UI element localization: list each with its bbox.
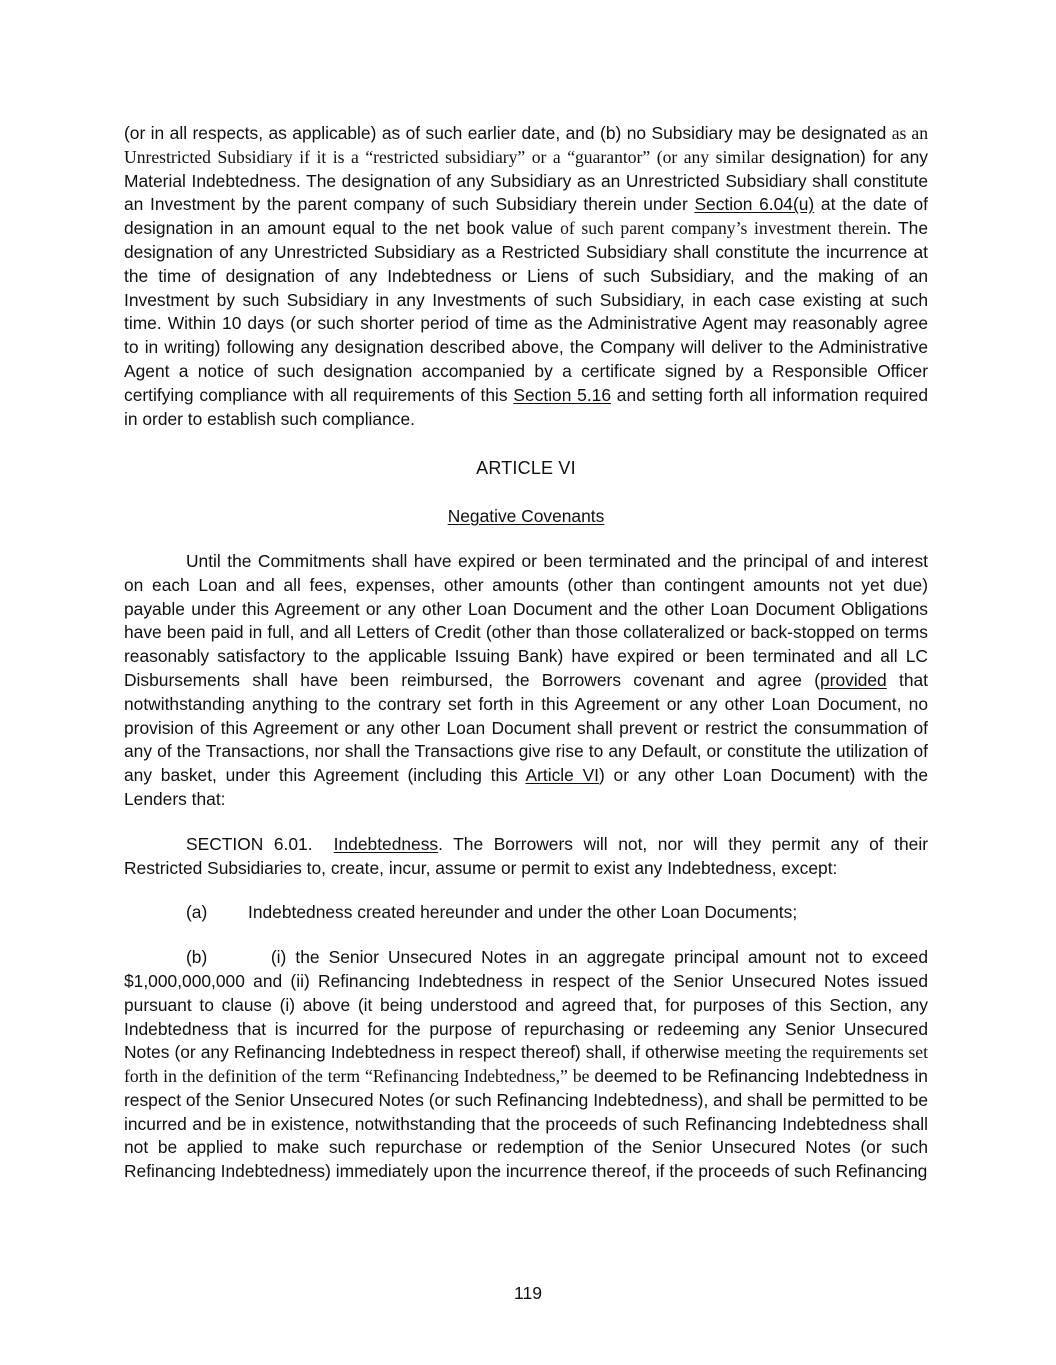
section-5-16-reference[interactable]: Section 5.16 [513, 384, 612, 405]
section-number: SECTION 6.01. [186, 833, 313, 854]
clause-text-serif: meeting the requirements set forth in the definition of the term “Refinancing Indebtedness,” be [124, 1042, 928, 1087]
paragraph-text: and setting forth all information required in order to establish such compliance. [124, 384, 928, 429]
article-subheading [124, 505, 928, 529]
clause-text: deemed to be Refinancing Indebtedness in respect of the Senior Unsecured Notes (or such Refinancing Indebtedness), and shall be permitted to be incurred and be in existence, notwithstanding that the proceeds of such Refinancing Indebtedness shall not be applied to make such repurchase or redemption of the Senior Unsecured Notes (or such Refinancing Indebtedness) immediately upon the incurrence thereof, if the proceeds of such Refinancing [124, 1066, 928, 1182]
paragraph-text: . The Borrowers will not, nor will they permit any of their Restricted Subsidiaries to, create, incur, assume or permit to exist any Indebtedness, except: [124, 833, 928, 878]
paragraph-text-serif: as an Unrestricted Subsidiary if it is a “restricted subsidiary” or a “guarantor” (or any similar [124, 123, 928, 167]
clause-b [124, 946, 928, 1184]
section-6-04-u-reference[interactable]: Section 6.04(u) [694, 194, 815, 215]
clause-text: Indebtedness created hereunder and under the other Loan Documents; [248, 902, 798, 923]
paragraph-text-serif: of such parent company’s investment therein. [560, 218, 892, 239]
paragraph-text: at the date of designation in an amount equal to the net book value [124, 194, 928, 239]
article-vi-reference[interactable]: Article VI [525, 765, 600, 786]
section-6-01 [124, 833, 928, 881]
article-subheading-text: Negative Covenants [447, 506, 605, 527]
paragraph-text: that notwithstanding anything to the contrary set forth in this Agreement or any other Loan Document, no provision of this Agreement or any other Loan Document shall prevent or restrict the consummation of any of the Transactions, nor shall the Transactions give rise to any Default, or constitute the utilization of any basket, under this Agreement (including this [124, 669, 929, 786]
document-page [124, 122, 928, 1184]
paragraph-text: The designation of any Unrestricted Subsidiary as a Restricted Subsidiary shall constitute the incurrence at the time of designation of any Indebtedness or Liens of such Subsidiary, and the making of an Investment by such Subsidiary in any Investments of such Subsidiary, in each case existing at such time. Within 10 days (or such shorter period of time as the Administrative Agent may reasonably agree to in writing) following any designation described above, the Company will deliver to the Administrative Agent a notice of such designation accompanied by a certificate signed by a Responsible Officer certifying compliance with all requirements of this [124, 218, 929, 405]
paragraph-text: designation) for any Material Indebtedness. The designation of any Subsidiary as an Unrestricted Subsidiary shall constitute an Investment by the parent company of such Subsidiary therein under [124, 146, 928, 215]
article-heading: ARTICLE VI [476, 458, 576, 479]
provided-term: provided [820, 669, 887, 690]
section-title: Indebtedness [333, 833, 439, 854]
paragraph-text: Until the Commitments shall have expired or been terminated and the principal of and interest on each Loan and all fees, expenses, other amounts (other than contingent amounts not yet due) payable under this Agreement or any other Loan Document and the other Loan Document Obligations have been paid in full, and all Letters of Credit (other than those collateralized or back-stopped on terms reasonably satisfactory to the applicable Issuing Bank) have expired or been terminated and all LC Disbursements shall have been reimbursed, the Borrowers covenant and agree ( [124, 550, 928, 690]
clause-a [124, 901, 928, 925]
paragraph-continuation [124, 122, 928, 431]
clause-text: (i) the Senior Unsecured Notes in an aggregate principal amount not to exceed $1,000,000,000 and (ii) Refinancing Indebtedness in respect of the Senior Unsecured Notes issued pursuant to clause (i) above (it being understood and agreed that, for purposes of this Section, any Indebtedness that is incurred for the purpose of repurchasing or redeeming any Senior Unsecured Notes (or any Refinancing Indebtedness in respect thereof) shall, if otherwise [124, 947, 928, 1063]
page-number: 119 [513, 1283, 543, 1303]
clause-label: (b) [186, 947, 208, 968]
intro-paragraph [124, 550, 928, 812]
clause-label: (a) [186, 902, 208, 923]
paragraph-text: (or in all respects, as applicable) as of such earlier date, and (b) no Subsidiary may be designated [124, 123, 892, 143]
paragraph-text: ) or any other Loan Document) with the Lenders that: [124, 765, 928, 809]
